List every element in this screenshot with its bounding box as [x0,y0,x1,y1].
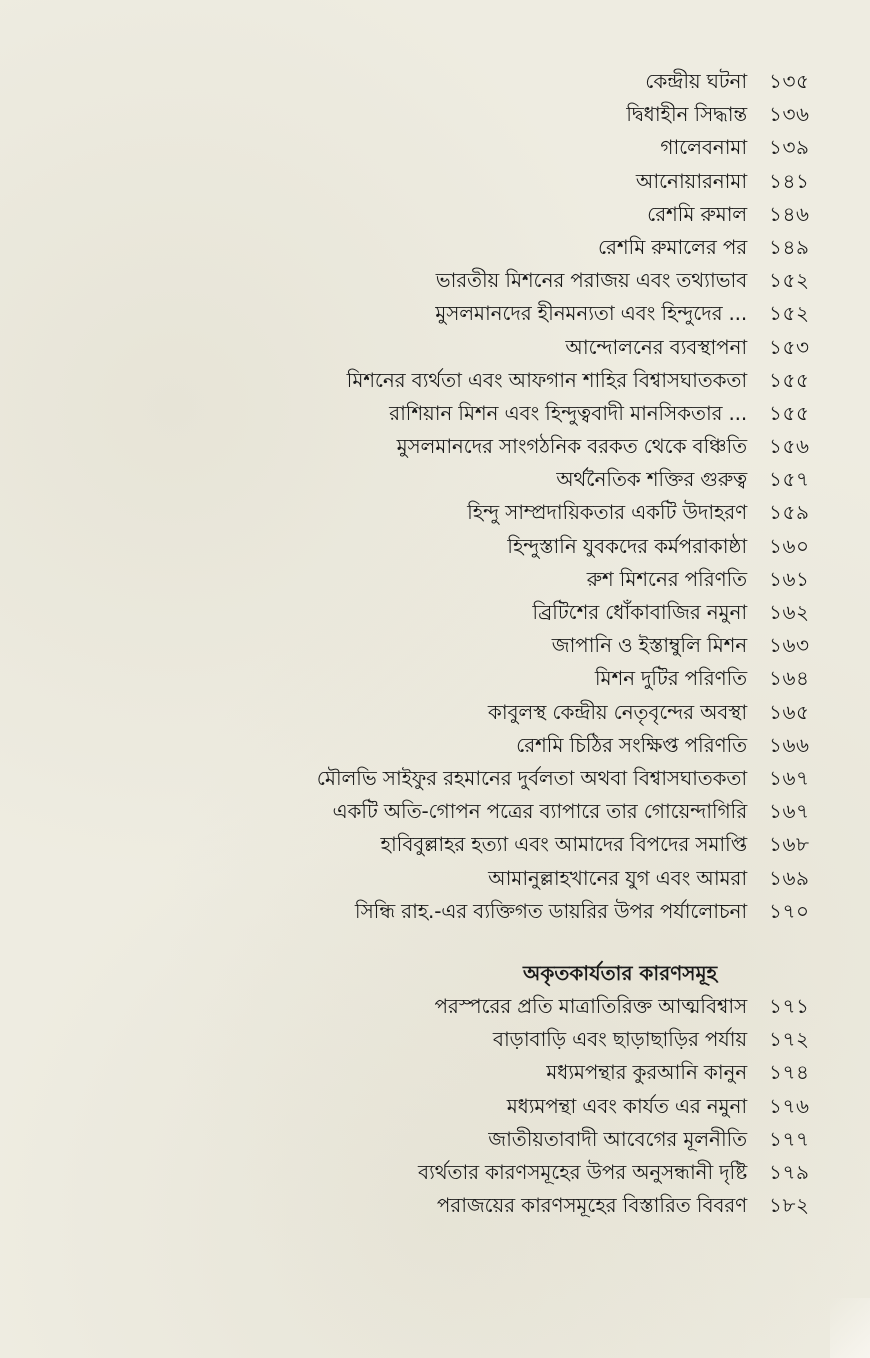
toc-entry [175,796,815,826]
toc-entry [175,1124,815,1154]
toc-entry-title: রেশমি রুমাল [647,201,747,226]
toc-entry-title: রাশিয়ান মিশন এবং হিন্দুত্ববাদী মানসিকতার ... [389,400,747,425]
toc-entry [175,991,815,1021]
toc-entry-title: রেশমি রুমালের পর [597,234,747,259]
toc-entry [175,829,815,859]
toc-entry [175,1024,815,1054]
toc-entry-page-number: ১৩৫ [769,69,810,93]
toc-entry [175,1190,815,1220]
toc-entry-title: ব্যর্থতার কারণসমূহের উপর অনুসন্ধানী দৃষ্টি [417,1159,747,1184]
toc-entry-page-number: ১৬৪ [769,666,810,691]
toc-entry-title: হিন্দুস্তানি যুবকদের কর্মপরাকাষ্ঠা [507,533,747,558]
table-of-contents-section [175,991,815,1223]
toc-entry-page-number: ১৫২ [769,301,810,326]
toc-entry-page-number: ১৭৬ [769,1093,810,1118]
toc-entry-title: একটি অতি-গোপন পত্রের ব্যাপারে তার গোয়েন্দাগিরি [332,799,747,824]
toc-entry-title: অর্থনৈতিক শক্তির গুরুত্ব [556,467,747,492]
toc-entry-title: হিন্দু সাম্প্রদায়িকতার একটি উদাহরণ [467,500,747,525]
toc-entry-title: মুসলমানদের সাংগঠনিক বরকত থেকে বঞ্চিতি [396,434,747,459]
toc-entry-title: মৌলভি সাইফুর রহমানের দুর্বলতা অথবা বিশ্বাসঘাতকতা [316,765,747,790]
toc-entry-title: রেশমি চিঠির সংক্ষিপ্ত পরিণতি [516,732,747,757]
toc-entry [175,763,815,793]
toc-entry [175,531,815,561]
toc-entry-page-number: ১৫৩ [769,334,810,359]
toc-entry-page-number: ১৫৫ [769,400,810,425]
toc-entry-page-number: ১৭৭ [769,1126,810,1151]
toc-entry-title: হাবিবুল্লাহর হত্যা এবং আমাদের বিপদের সমাপ্তি [380,832,747,857]
toc-entry [175,99,815,129]
toc-entry-page-number: ১৫৭ [769,467,810,492]
toc-entry [175,66,815,96]
toc-entry-title: গালেবনামা [660,135,747,160]
toc-entry-title: মিশন দুটির পরিণতি [594,666,747,691]
toc-entry-page-number: ১৫৬ [769,434,810,459]
toc-entry-page-number: ১৮২ [769,1193,810,1218]
toc-entry-title: পরাজয়ের কারণসমূহের বিস্তারিত বিবরণ [436,1193,747,1218]
page-corner-highlight [830,1298,870,1358]
toc-entry-title: জাতীয়তাবাদী আবেগের মূলনীতি [488,1126,747,1151]
toc-entry [175,663,815,693]
toc-entry [175,863,815,893]
toc-entry-title: আন্দোলনের ব্যবস্থাপনা [565,334,747,359]
toc-entry [175,431,815,461]
toc-entry [175,298,815,328]
toc-entry-title: কাবুলস্থ কেন্দ্রীয় নেতৃবৃন্দের অবস্থা [487,699,747,724]
toc-entry-page-number: ১৬৯ [769,865,810,890]
table-of-contents [175,66,815,929]
toc-entry [175,597,815,627]
toc-entry-title: আমানুল্লাহখানের যুগ এবং আমরা [488,865,747,890]
toc-entry-title: কেন্দ্রীয় ঘটনা [645,69,747,93]
toc-entry-title: ব্রিটিশের ধোঁকাবাজির নমুনা [532,600,747,624]
toc-entry-page-number: ১৩৬ [769,102,810,127]
toc-entry [175,265,815,295]
toc-entry-title: জাপানি ও ইস্তাম্বুলি মিশন [551,633,747,658]
toc-entry-page-number: ১৫৯ [769,500,810,525]
toc-entry-title: মুসলমানদের হীনমন্যতা এবং হিন্দুদের ... [435,301,747,326]
toc-entry-page-number: ১৭০ [769,898,810,923]
toc-entry-title: ভারতীয় মিশনের পরাজয় এবং তথ্যাভাব [435,268,747,293]
toc-entry [175,464,815,494]
toc-entry-title: আনোয়ারনামা [635,168,747,193]
toc-entry-page-number: ১৬১ [769,566,810,591]
toc-entry [175,497,815,527]
toc-entry [175,896,815,926]
toc-entry [175,132,815,162]
toc-entry-page-number: ১৫৫ [769,367,810,392]
toc-entry-title: রুশ মিশনের পরিণতি [586,566,747,591]
toc-entry-page-number: ১৩৯ [769,135,810,160]
toc-entry-page-number: ১৭২ [769,1027,810,1052]
toc-entry-title: মিশনের ব্যর্থতা এবং আফগান শাহির বিশ্বাসঘাতকতা [346,367,747,392]
toc-entry-title: সিন্ধি রাহ.-এর ব্যক্তিগত ডায়রির উপর পর্যালোচনা [354,898,747,923]
toc-entry-page-number: ১৭৪ [769,1060,810,1085]
toc-entry-page-number: ১৬৩ [769,633,810,658]
toc-entry [175,630,815,660]
toc-entry [175,730,815,760]
toc-entry-page-number: ১৪৯ [769,234,810,259]
toc-entry-title: মধ্যমপন্থা এবং কার্যত এর নমুনা [506,1093,747,1118]
toc-entry [175,1091,815,1121]
toc-entry [175,232,815,262]
toc-entry-page-number: ১৬৮ [769,832,810,857]
toc-entry-page-number: ১৭১ [769,994,810,1018]
toc-entry [175,365,815,395]
toc-entry [175,398,815,428]
toc-entry [175,1157,815,1187]
toc-entry-page-number: ১৬৭ [769,799,810,824]
toc-entry [175,1057,815,1087]
toc-entry-page-number: ১৫২ [769,268,810,293]
toc-entry-title: পরস্পরের প্রতি মাত্রাতিরিক্ত আত্মবিশ্বাস [434,994,747,1018]
toc-entry-title: বাড়াবাড়ি এবং ছাড়াছাড়ির পর্যায় [492,1027,747,1052]
toc-entry-page-number: ১৬৬ [769,732,810,757]
toc-entry-title: মধ্যমপন্থার কুরআনি কানুন [546,1060,747,1085]
toc-entry-page-number: ১৬৭ [769,765,810,790]
toc-entry-page-number: ১৬৫ [769,699,810,724]
toc-entry [175,697,815,727]
toc-entry-page-number: ১৭৯ [769,1159,810,1184]
toc-entry-page-number: ১৬০ [769,533,810,558]
toc-entry-page-number: ১৬২ [769,600,810,624]
section-heading: অকৃতকার্যতার কারণসমূহ [523,961,718,985]
toc-entry [175,199,815,229]
toc-entry [175,166,815,196]
toc-entry-page-number: ১৪৬ [769,201,810,226]
toc-entry-title: দ্বিধাহীন সিদ্ধান্ত [626,102,747,127]
toc-entry-page-number: ১৪১ [769,168,810,193]
toc-entry [175,332,815,362]
toc-entry [175,564,815,594]
